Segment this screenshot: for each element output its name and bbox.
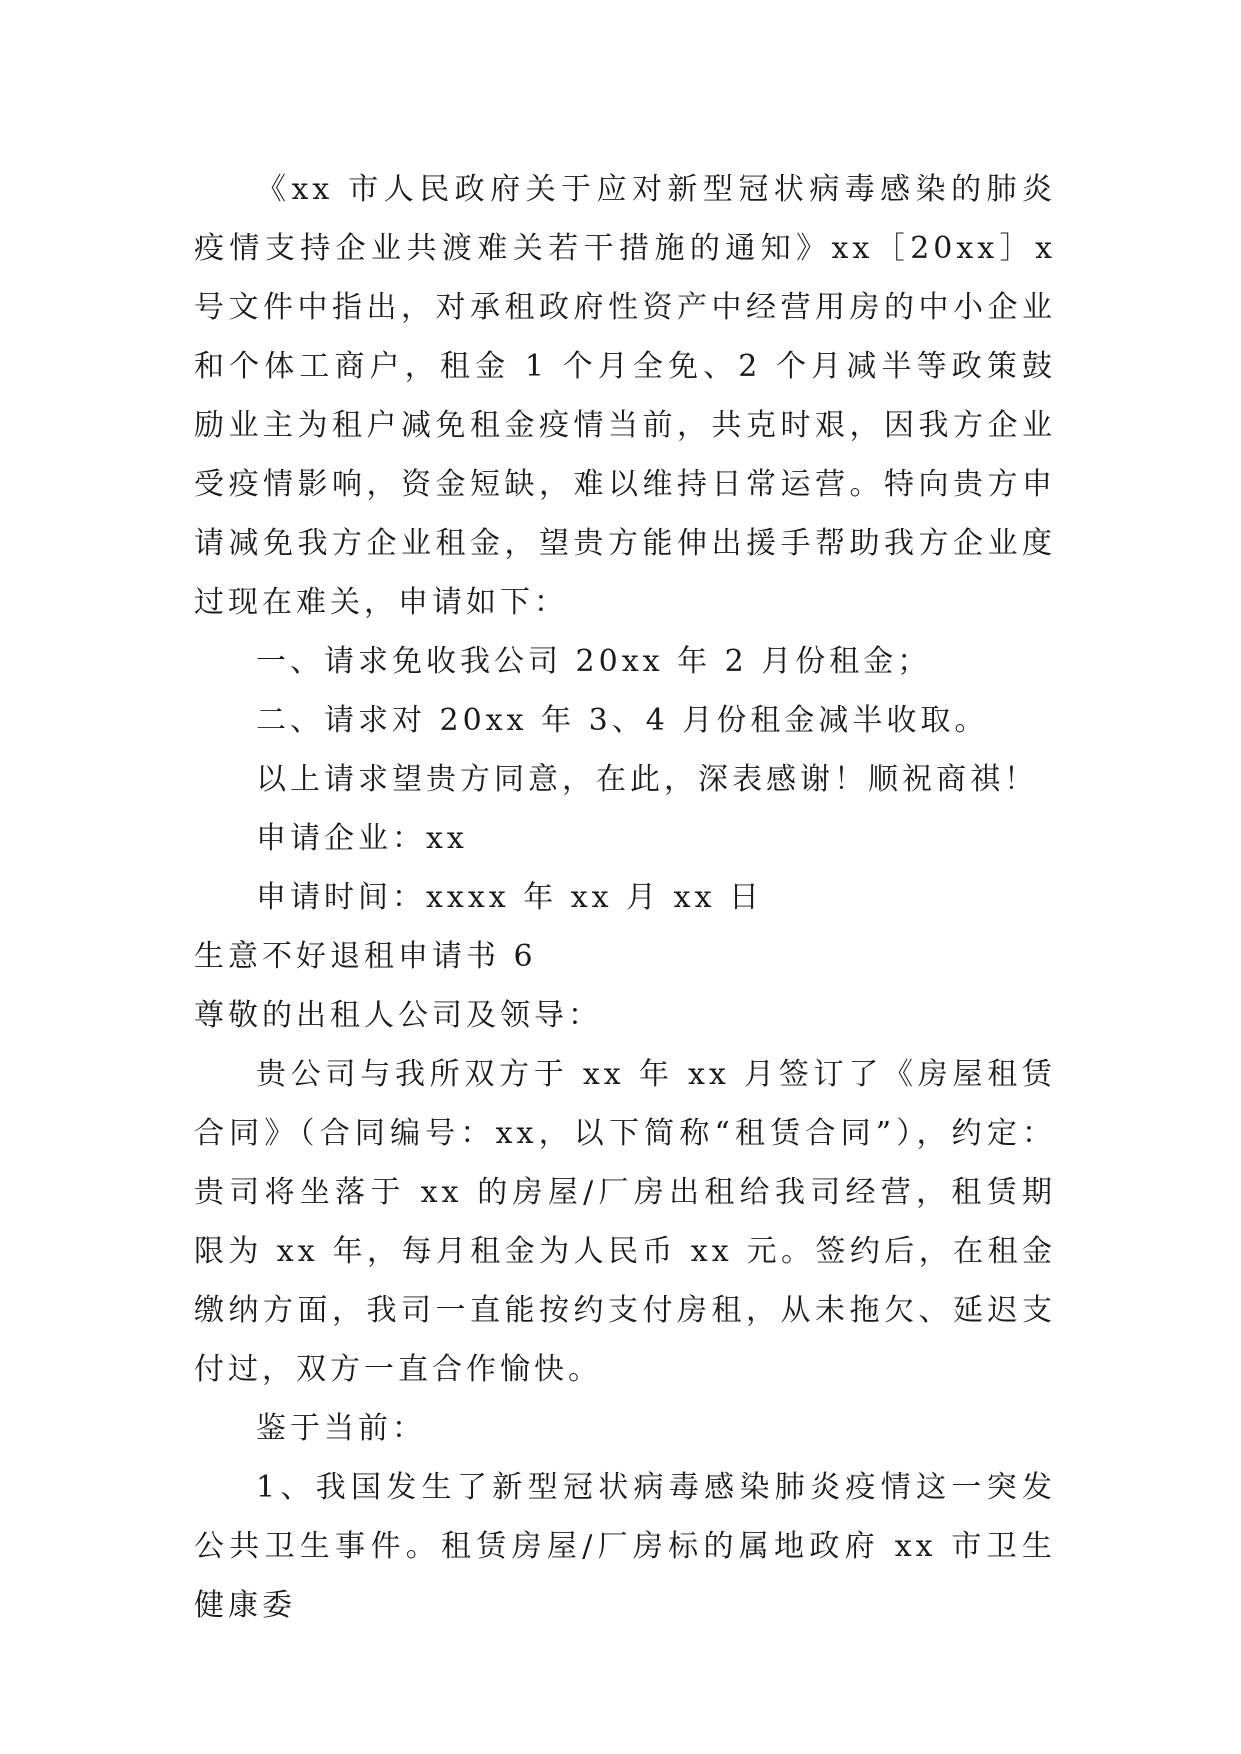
- paragraph-point-1: 1、我国发生了新型冠状病毒感染肺炎疫情这一突发公共卫生事件。租赁房屋/厂房标的属地政府 xx 市卫生健康委: [194, 1470, 1056, 1623]
- paragraph-given: 鉴于当前：: [256, 1411, 426, 1446]
- paragraph-applicant: 申请企业：xx: [256, 821, 468, 856]
- paragraph-contract: 贵公司与我所双方于 xx 年 xx 月签订了《房屋租赁合同》（合同编号：xx，以下简称“租赁合同”），约定：贵司将坐落于 xx 的房屋/厂房出租给我司经营，租赁期限为 xx 年，每月租金为人民币 xx 元。签约后，在租金缴纳方面，我司一直能按约支付房租，从未拖欠、延迟支付过，双方一直合作愉快。: [194, 1057, 1056, 1387]
- salutation: 尊敬的出租人公司及领导：: [194, 998, 602, 1033]
- paragraph-closing: 以上请求望贵方同意，在此，深表感谢！顺祝商祺！: [256, 762, 1038, 797]
- paragraph-notice: 《xx 市人民政府关于应对新型冠状病毒感染的肺炎疫情支持企业共渡难关若干措施的通知》xx［20xx］x 号文件中指出，对承租政府性资产中经营用房的中小企业和个体工商户，租金 1 个月全免、2 个月减半等政策鼓励业主为租户减免租金疫情当前，共克时艰，因我方企业受疫情影响，资金短缺，难以维持日常运营。特向贵方申请减免我方企业租金，望贵方能伸出援手帮助我方企业度过现在难关，申请如下：: [194, 172, 1056, 620]
- section-heading: 生意不好退租申请书 6: [194, 939, 537, 974]
- document-body: [194, 160, 1056, 1635]
- paragraph-request-1: 一、请求免收我公司 20xx 年 2 月份租金；: [256, 644, 932, 679]
- paragraph-date: 申请时间：xxxx 年 xx 月 xx 日: [256, 880, 764, 915]
- paragraph-request-2: 二、请求对 20xx 年 3、4 月份租金减半收取。: [256, 703, 989, 738]
